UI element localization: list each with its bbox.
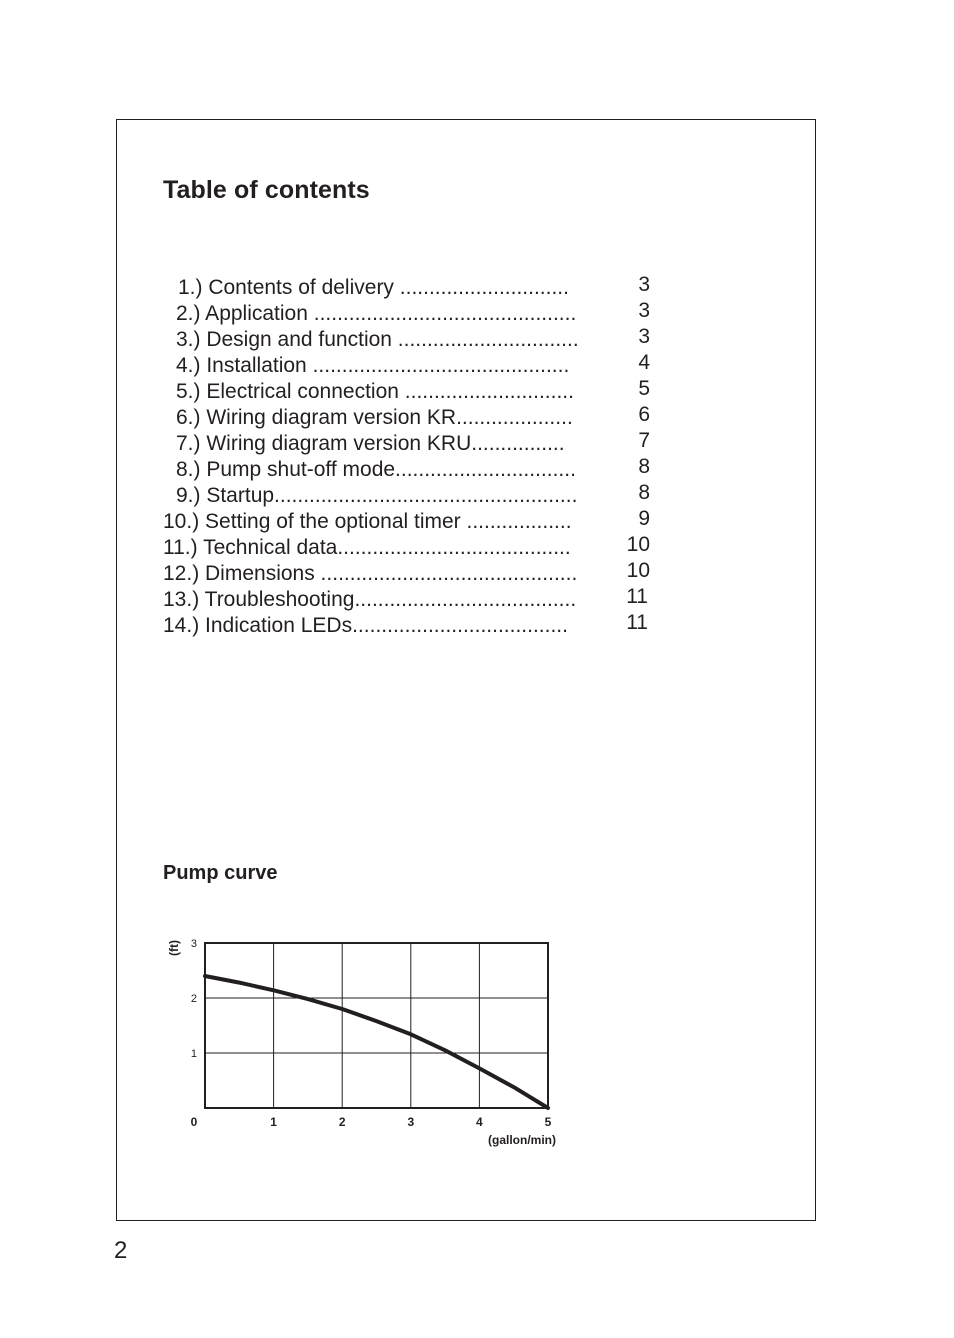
toc-entry-text: 8.) Pump shut-off mode............................... [176,458,576,481]
toc-entry-page: 6 [638,403,650,426]
toc-entry-page: 10 [626,559,650,582]
plot-frame [205,943,548,1108]
toc-entry-text: 7.) Wiring diagram version KRU................ [176,432,565,455]
toc-entry [0,431,954,457]
y-tick-label: 1 [190,1048,197,1060]
toc-entry [0,483,954,509]
toc-entry-text: 9.) Startup.................................................... [176,484,578,507]
y-tick-label: 2 [190,993,197,1005]
x-tick-label: 3 [407,1115,415,1129]
toc-entry-text: 11.) Technical data........................................ [163,536,571,559]
toc-entry-page: 8 [638,455,650,478]
toc-entry [0,613,954,639]
toc-entry [0,405,954,431]
pump-curve-chart [160,930,580,1160]
x-tick-label: 1 [270,1115,277,1129]
toc-entry-page: 3 [638,325,650,348]
toc-entry [0,509,954,535]
pump-curve-title: Pump curve [163,862,278,884]
x-tick-label: 0 [190,1115,198,1129]
toc-entry [0,301,954,327]
toc-entry-text: 5.) Electrical connection ............................. [176,380,574,403]
toc-entry [0,561,954,587]
toc-entry-text: 14.) Indication LEDs..................................... [163,614,568,637]
toc-entry-page: 7 [638,429,650,452]
toc-entry-page: 11 [626,585,648,608]
toc-entry [0,535,954,561]
toc-entry-text: 2.) Application ............................................. [176,302,577,325]
toc-entry [0,275,954,301]
toc-entry-text: 10.) Setting of the optional timer .................. [163,510,572,533]
x-axis-label: (gallon/min) [488,1133,556,1147]
toc-entry-page: 11 [626,611,648,634]
toc-entry-text: 3.) Design and function ............................... [176,328,579,351]
toc-entry [0,379,954,405]
x-tick-label: 5 [544,1115,552,1129]
toc-entry-text: 13.) Troubleshooting...................................... [163,588,577,611]
toc-entry-page: 3 [638,273,650,296]
toc-entry [0,587,954,613]
y-tick-label: 3 [190,938,197,950]
toc-entry-text: 12.) Dimensions ............................................ [163,562,578,585]
toc-entry [0,353,954,379]
toc-title: Table of contents [163,176,370,204]
toc-entry [0,457,954,483]
x-tick-label: 4 [476,1115,483,1129]
toc-entry-page: 8 [638,481,650,504]
toc-entry-text: 6.) Wiring diagram version KR.................... [176,406,573,429]
toc-entry-text: 1.) Contents of delivery ............................. [178,276,569,299]
toc-entry-text: 4.) Installation ............................................ [176,354,570,377]
pump-curve-line [205,976,548,1108]
page-number: 2 [114,1237,128,1264]
toc-entry [0,327,954,353]
y-axis-label: (ft) [167,940,181,956]
toc-entry-page: 10 [626,533,650,556]
toc-entry-page: 5 [638,377,650,400]
toc-entry-page: 3 [638,299,650,322]
toc-entry-page: 9 [638,507,650,530]
toc-entry-page: 4 [638,351,650,374]
x-tick-label: 2 [338,1115,346,1129]
